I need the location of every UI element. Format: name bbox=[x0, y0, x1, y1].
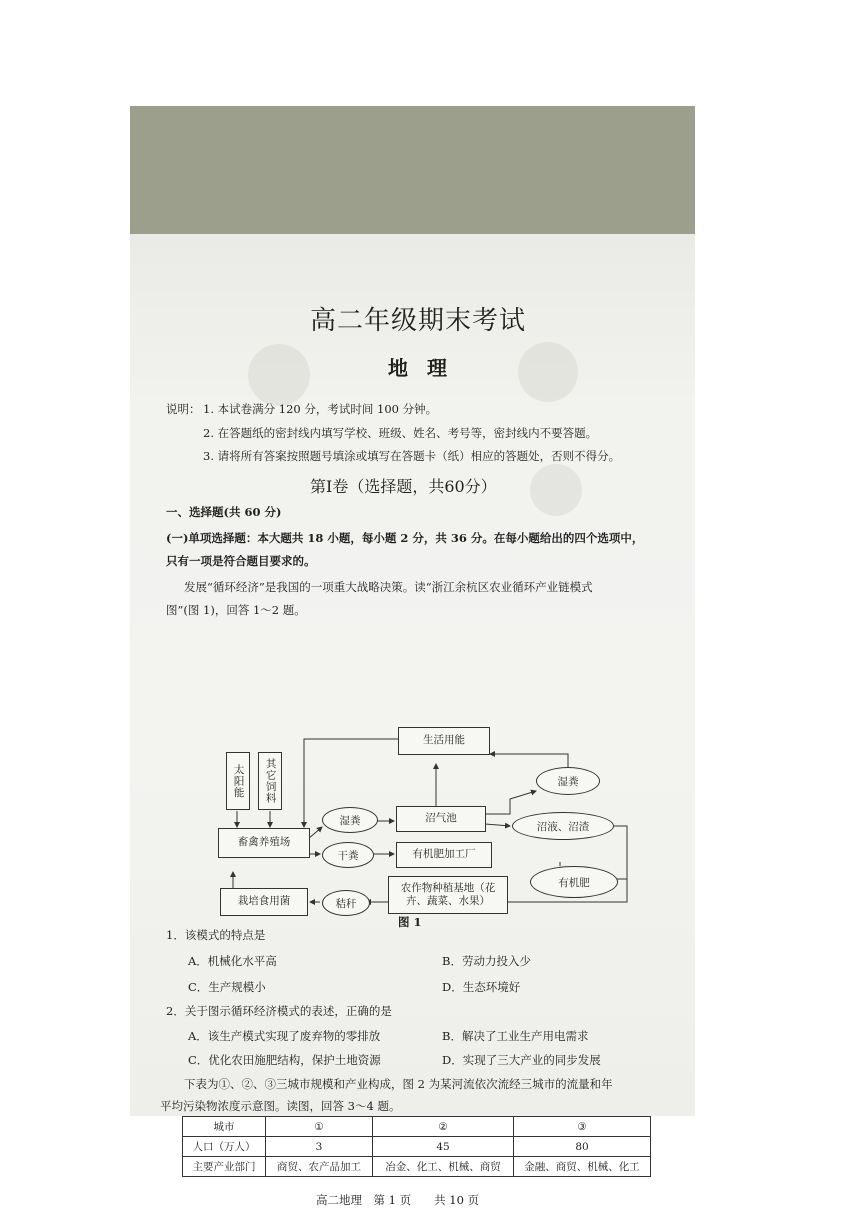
q1-stem: 1．该模式的特点是 bbox=[166, 928, 266, 942]
node-fertilizer-factory: 有机肥加工厂 bbox=[396, 842, 492, 868]
subject-title: 地 理 bbox=[388, 356, 453, 380]
table-header: ① bbox=[266, 1117, 373, 1137]
node-crop-base: 农作物种植基地（花卉、蔬菜、水果） bbox=[388, 876, 508, 914]
node-livestock-farm: 畜禽养殖场 bbox=[218, 828, 310, 858]
photo-background bbox=[130, 106, 695, 1207]
table-cell: 冶金、化工、机械、商贸 bbox=[373, 1157, 514, 1177]
instruction-line-2: 只有一项是符合题目要求的。 bbox=[166, 554, 316, 568]
intro-line-2: 图”(图 1)，回答 1～2 题。 bbox=[166, 603, 306, 617]
table-header: 城市 bbox=[183, 1117, 266, 1137]
table-cell: 3 bbox=[266, 1137, 373, 1157]
intro-line-1: 发展“循环经济”是我国的一项重大战略决策。读“浙江余杭区农业循环产业链模式 bbox=[184, 580, 593, 594]
figure-caption: 图 1 bbox=[398, 915, 422, 929]
table-row bbox=[183, 1117, 651, 1137]
node-solar: 太阳能 bbox=[226, 752, 250, 810]
table-header: ② bbox=[373, 1117, 514, 1137]
part-heading: 一、选择题(共 60 分) bbox=[166, 505, 282, 519]
page-footer: 高二地理 第 1 页 共 10 页 bbox=[316, 1193, 480, 1207]
q1-option-a: A．机械化水平高 bbox=[188, 954, 277, 968]
exam-title: 高二年级期末考试 bbox=[310, 306, 527, 336]
q2-stem: 2．关于图示循环经济模式的表述，正确的是 bbox=[166, 1004, 392, 1018]
node-straw: 秸秆 bbox=[322, 890, 370, 916]
table-cell: 商贸、农产品加工 bbox=[266, 1157, 373, 1177]
table-cell: 金融、商贸、机械、化工 bbox=[514, 1157, 651, 1177]
node-dry-manure: 干粪 bbox=[322, 842, 374, 868]
table-cell: 主要产业部门 bbox=[183, 1157, 266, 1177]
notes-prefix: 说明： bbox=[166, 402, 201, 416]
table-row bbox=[183, 1137, 651, 1157]
intro2-line-1: 下表为①、②、③三城市规模和产业构成，图 2 为某河流依次流经三城市的流量和年 bbox=[184, 1077, 613, 1091]
q2-option-c: C．优化农田施肥结构，保护土地资源 bbox=[188, 1053, 381, 1067]
q2-option-d: D．实现了三大产业的同步发展 bbox=[442, 1053, 601, 1067]
q1-option-b: B．劳动力投入少 bbox=[442, 954, 531, 968]
q2-option-b: B．解决了工业生产用电需求 bbox=[442, 1029, 589, 1043]
node-mushroom: 栽培食用菌 bbox=[220, 888, 308, 916]
table-cell: 45 bbox=[373, 1137, 514, 1157]
instruction-line-1: (一)单项选择题：本大题共 18 小题，每小题 2 分，共 36 分。在每小题给出的四个选项中， bbox=[166, 531, 644, 545]
note-item-3: 3. 请将所有答案按照题号填涂或填写在答题卡（纸）相应的答题处，否则不得分。 bbox=[203, 449, 621, 463]
table-cell: 人口（万人） bbox=[183, 1137, 266, 1157]
node-wet-manure-top: 湿粪 bbox=[536, 767, 600, 795]
node-living-energy: 生活用能 bbox=[398, 727, 490, 755]
exam-paper bbox=[130, 234, 695, 1207]
table-cell: 80 bbox=[514, 1137, 651, 1157]
node-feed: 其它饲料 bbox=[258, 752, 282, 810]
q2-option-a: A．该生产模式实现了废弃物的零排放 bbox=[188, 1029, 381, 1043]
bleed-through-mark bbox=[248, 344, 310, 406]
city-table bbox=[182, 1116, 651, 1177]
node-organic-fertilizer: 有机肥 bbox=[530, 866, 618, 898]
note-item-2: 2. 在答题纸的密封线内填写学校、班级、姓名、考号等，密封线内不要答题。 bbox=[203, 426, 598, 440]
table-header: ③ bbox=[514, 1117, 651, 1137]
bleed-through-mark bbox=[518, 342, 578, 402]
node-biogas-pool: 沼气池 bbox=[396, 806, 486, 832]
section-title: 第Ⅰ卷（选择题，共60分） bbox=[310, 477, 497, 496]
note-item-1: 1. 本试卷满分 120 分，考试时间 100 分钟。 bbox=[203, 402, 438, 416]
bleed-through-mark bbox=[530, 464, 582, 516]
table-row bbox=[183, 1157, 651, 1177]
intro2-line-2: 平均污染物浓度示意图。读图，回答 3～4 题。 bbox=[160, 1099, 401, 1113]
node-wet-manure: 湿粪 bbox=[322, 807, 378, 833]
node-biogas-slurry: 沼液、沼渣 bbox=[512, 812, 614, 840]
q1-option-c: C．生产规模小 bbox=[188, 980, 266, 994]
q1-option-d: D．生态环境好 bbox=[442, 980, 521, 994]
